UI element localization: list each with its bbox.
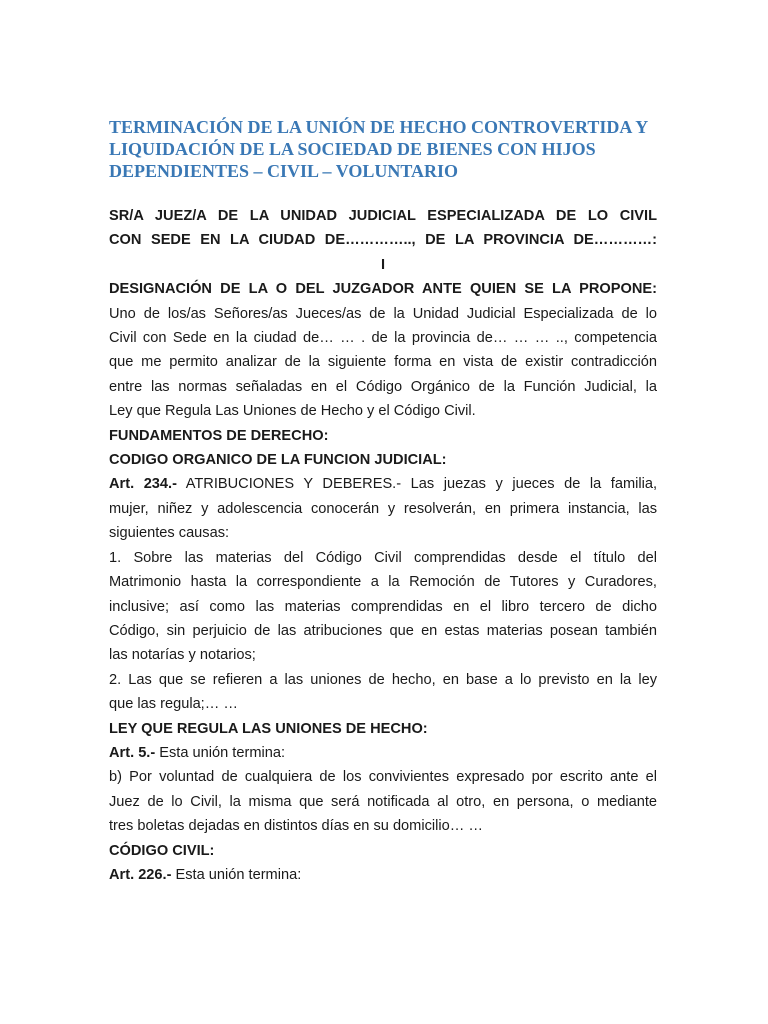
document-title (109, 116, 669, 182)
addressee-line-1: SR/A JUEZ/A DE LA UNIDAD JUDICIAL ESPECIALIZADA DE LO CIVIL (109, 208, 657, 224)
designation-line-4: entre las normas señaladas en el Código Orgánico de la Función Judicial, la (109, 378, 657, 395)
cc-art-226-text: Esta unión termina: (171, 866, 302, 883)
designation-line-3: que me permito analizar de la siguiente forma en vista de existir contradicción (109, 354, 657, 371)
ley-art-5-label: Art. 5.- (109, 744, 156, 761)
fundamentos-heading: FUNDAMENTOS DE DERECHO: (109, 427, 329, 444)
ley-uniones-heading: LEY QUE REGULA LAS UNIONES DE HECHO: (109, 720, 428, 737)
designation-line-2: Civil con Sede en la ciudad de… … . de la provincia de… … … .., competencia (109, 330, 657, 347)
cofj-art-line-1-text: ATRIBUCIONES Y DEBERES.- Las juezas y jueces de la familia, (176, 476, 658, 493)
item1-line-1: 1. Sobre las materias del Código Civil comprendidas desde el título del (109, 549, 657, 566)
item1-line-2: Matrimonio hasta la correspondiente a la Remoción de Tutores y Curadores, (109, 574, 657, 591)
designation-line-1: Uno de los/as Señores/as Jueces/as de la Unidad Judicial Especializada de lo (109, 305, 657, 322)
ley-art-5 (109, 741, 657, 765)
codigo-civil-heading: CÓDIGO CIVIL: (109, 842, 215, 859)
title-line-1: TERMINACIÓN DE LA UNIÓN DE HECHO CONTROVERTIDA Y (109, 117, 649, 137)
designation-paragraph (109, 302, 657, 424)
designation-heading: DESIGNACIÓN DE LA O DEL JUZGADOR ANTE QUIEN SE LA PROPONE: (109, 281, 657, 298)
item-b-line-1: b) Por voluntad de cualquiera de los convivientes expresado por escrito ante el (109, 769, 657, 786)
section-numeral: I (380, 256, 386, 273)
cofj-art-label: Art. 234.- (109, 476, 177, 493)
ley-item-b (109, 765, 657, 838)
addressee-line-2: CON SEDE EN LA CIUDAD DE………….., DE LA PROVINCIA DE…………: (109, 232, 657, 249)
ley-art-5-text: Esta unión termina: (155, 744, 286, 761)
cofj-art-line-2: mujer, niñez y adolescencia conocerán y resolverán, en primera instancia, las (109, 500, 657, 517)
cc-art-226-label: Art. 226.- (109, 866, 172, 883)
cofj-art-line-1 (109, 472, 657, 496)
cofj-heading: CODIGO ORGANICO DE LA FUNCION JUDICIAL: (109, 452, 447, 469)
addressee (109, 204, 657, 253)
cc-art-226 (109, 863, 657, 887)
item1-line-5: las notarías y notarios; (109, 647, 256, 664)
cofj-item-1 (109, 546, 657, 668)
title-line-3: DEPENDIENTES – CIVIL – VOLUNTARIO (109, 161, 459, 181)
item1-line-4: Código, sin perjuicio de las atribuciones que en estas materias posean también (109, 622, 657, 639)
designation-line-5: Ley que Regula Las Uniones de Hecho y el Código Civil. (109, 403, 476, 420)
item2-line-1: 2. Las que se refieren a las uniones de hecho, en base a lo previsto en la ley (109, 671, 657, 688)
cofj-art-line-3: siguientes causas: (109, 525, 230, 542)
item1-line-3: inclusive; así como las materias comprendidas en el libro tercero de dicho (109, 598, 657, 615)
item-b-line-3: tres boletas dejadas en distintos días en su domicilio… … (109, 818, 483, 835)
cofj-item-2 (109, 668, 657, 717)
title-line-2: LIQUIDACIÓN DE LA SOCIEDAD DE BIENES CON HIJOS (109, 139, 596, 159)
document-body (109, 204, 657, 887)
item2-line-2: que las regula;… … (109, 696, 238, 713)
cofj-article-234 (109, 472, 657, 545)
item-b-line-2: Juez de lo Civil, la misma que será notificada al otro, en persona, o mediante (109, 793, 657, 810)
